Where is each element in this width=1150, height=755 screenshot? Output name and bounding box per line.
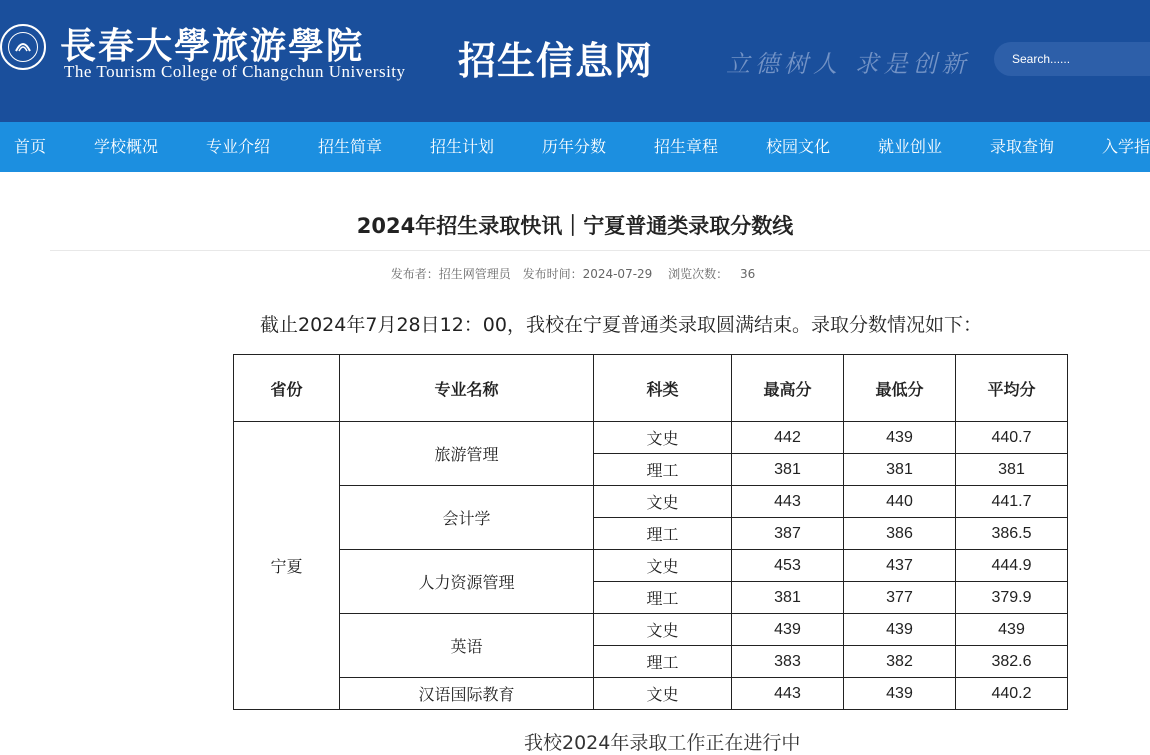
- category-cell: 文史: [594, 550, 732, 582]
- max-score-cell: 443: [732, 486, 844, 518]
- site-title[interactable]: 招生信息网: [458, 39, 654, 83]
- nav-item-employment[interactable]: 就业创业: [878, 137, 943, 156]
- table-row: [234, 422, 1068, 454]
- max-score-cell: 443: [732, 678, 844, 710]
- avg-score-cell: 382.6: [956, 646, 1068, 678]
- max-score-cell: 442: [732, 422, 844, 454]
- avg-score-cell: 381: [956, 454, 1068, 486]
- min-score-cell: 440: [844, 486, 956, 518]
- title-divider: [50, 250, 1150, 251]
- avg-score-cell: 440.7: [956, 422, 1068, 454]
- admission-status-note: 我校2024年录取工作正在进行中: [524, 732, 801, 754]
- min-score-cell: 386: [844, 518, 956, 550]
- nav-item-past-scores[interactable]: 历年分数: [542, 137, 607, 156]
- category-cell: 文史: [594, 678, 732, 710]
- province-cell: 宁夏: [234, 422, 340, 710]
- nav-item-majors[interactable]: 专业介绍: [206, 137, 271, 156]
- school-name-cn[interactable]: 長春大學旅游學院: [60, 25, 365, 67]
- min-score-cell: 439: [844, 422, 956, 454]
- max-score-cell: 381: [732, 454, 844, 486]
- major-name-cell: 英语: [340, 614, 594, 678]
- major-name-cell: 旅游管理: [340, 422, 594, 486]
- nav-item-enrollment-guide[interactable]: 入学指: [1102, 137, 1150, 156]
- meta-views-count: 36: [739, 267, 756, 281]
- avg-score-cell: 386.5: [956, 518, 1068, 550]
- min-score-cell: 437: [844, 550, 956, 582]
- site-header: [0, 0, 1150, 122]
- category-cell: 理工: [594, 646, 732, 678]
- max-score-cell: 383: [732, 646, 844, 678]
- table-row: [234, 550, 1068, 582]
- article-title: 2024年招生录取快讯｜宁夏普通类录取分数线: [356, 214, 794, 238]
- table-row: [234, 486, 1068, 518]
- nav-item-admission-rules[interactable]: 招生章程: [654, 137, 719, 156]
- major-name-cell: 汉语国际教育: [340, 678, 594, 710]
- min-score-cell: 439: [844, 614, 956, 646]
- header-category: 科类: [594, 355, 732, 422]
- main-nav: [0, 122, 1150, 172]
- table-row: [234, 614, 1068, 646]
- article-intro: 截止2024年7月28日12：00，我校在宁夏普通类录取圆满结束。录取分数情况如下：: [260, 314, 982, 336]
- major-name-cell: 人力资源管理: [340, 550, 594, 614]
- category-cell: 文史: [594, 486, 732, 518]
- school-name-en[interactable]: The Tourism College of Changchun University: [64, 62, 406, 81]
- max-score-cell: 453: [732, 550, 844, 582]
- seal-emblem-icon: [14, 39, 32, 55]
- category-cell: 理工: [594, 454, 732, 486]
- meta-date: 发布时间：2024-07-29: [522, 267, 653, 281]
- min-score-cell: 439: [844, 678, 956, 710]
- min-score-cell: 381: [844, 454, 956, 486]
- major-name-cell: 会计学: [340, 486, 594, 550]
- avg-score-cell: 440.2: [956, 678, 1068, 710]
- nav-item-campus-culture[interactable]: 校园文化: [766, 137, 831, 156]
- min-score-cell: 377: [844, 582, 956, 614]
- header-max: 最高分: [732, 355, 844, 422]
- category-cell: 文史: [594, 422, 732, 454]
- nav-item-school-overview[interactable]: 学校概况: [94, 137, 159, 156]
- category-cell: 理工: [594, 582, 732, 614]
- category-cell: 理工: [594, 518, 732, 550]
- meta-publisher: 发布者：招生网管理员: [390, 267, 511, 281]
- max-score-cell: 439: [732, 614, 844, 646]
- header-province: 省份: [234, 355, 340, 422]
- college-seal-logo[interactable]: [0, 24, 46, 70]
- min-score-cell: 382: [844, 646, 956, 678]
- meta-views-label: 浏览次数：: [668, 267, 729, 281]
- table-row: [234, 678, 1068, 710]
- search-box: [994, 42, 1150, 76]
- nav-item-home[interactable]: 首页: [14, 137, 47, 156]
- avg-score-cell: 379.9: [956, 582, 1068, 614]
- article-meta: [50, 265, 1100, 282]
- nav-item-admission-query[interactable]: 录取查询: [990, 137, 1055, 156]
- table-header-row: [234, 355, 1068, 422]
- college-motto: 立德树人 求是创新: [726, 50, 971, 78]
- category-cell: 文史: [594, 614, 732, 646]
- max-score-cell: 387: [732, 518, 844, 550]
- nav-item-admission-plan[interactable]: 招生计划: [430, 137, 495, 156]
- header-avg: 平均分: [956, 355, 1068, 422]
- avg-score-cell: 439: [956, 614, 1068, 646]
- max-score-cell: 381: [732, 582, 844, 614]
- avg-score-cell: 441.7: [956, 486, 1068, 518]
- header-major: 专业名称: [340, 355, 594, 422]
- admission-scores-table: [233, 354, 1068, 710]
- nav-item-admission-brochure[interactable]: 招生简章: [318, 137, 383, 156]
- header-min: 最低分: [844, 355, 956, 422]
- avg-score-cell: 444.9: [956, 550, 1068, 582]
- search-input[interactable]: [1012, 50, 1150, 68]
- meta-views: [664, 267, 759, 281]
